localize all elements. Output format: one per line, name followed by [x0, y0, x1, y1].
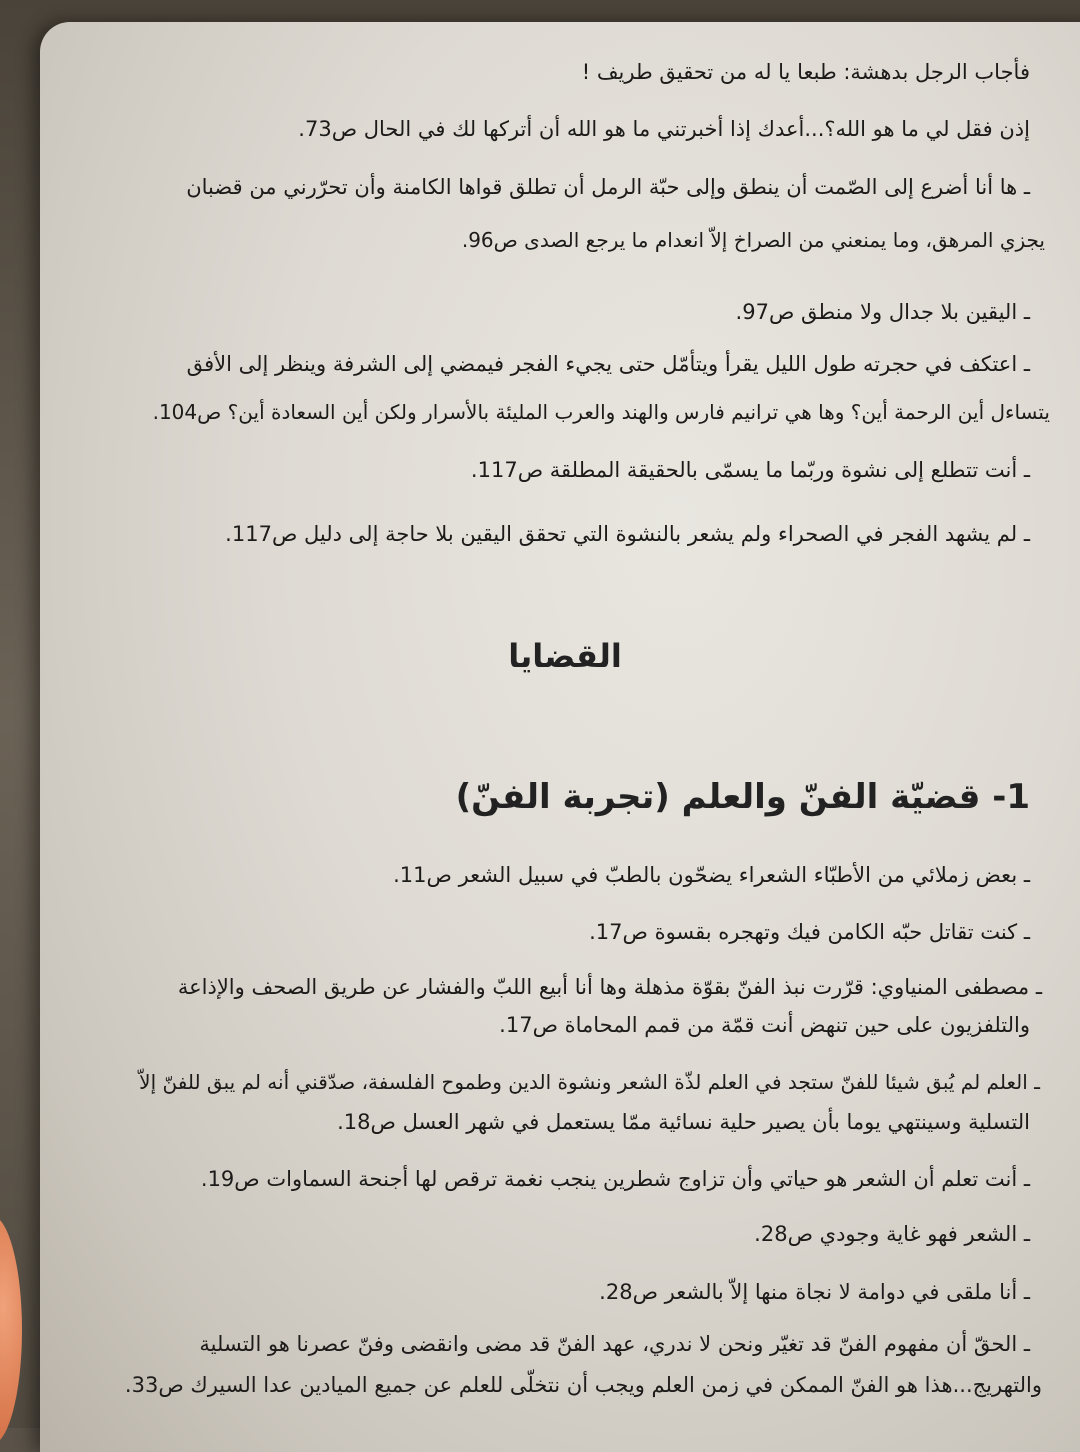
intro-line: يجزي المرهق، وما يمنعني من الصراخ إلاّ انعدام ما يرجع الصدى ص96. — [461, 228, 1045, 252]
body-line: ـ الشعر فهو غاية وجودي ص28. — [754, 1222, 1030, 1246]
intro-line: ـ أنت تتطلع إلى نشوة وربّما ما يسمّى بالحقيقة المطلقة ص117. — [470, 458, 1030, 482]
intro-line: ـ ها أنا أضرع إلى الصّمت أن ينطق وإلى حبّة الرمل أن تطلق قواها الكامنة وأن تحرّرني من قضبان — [186, 175, 1030, 199]
body-line: والتهريج...هذا هو الفنّ الممكن في زمن العلم ويجب أن نتخلّى للعلم عن جميع الميادين عدا السيرك ص33. — [124, 1373, 1042, 1397]
body-line: ـ كنت تقاتل حبّه الكامن فيك وتهجره بقسوة ص17. — [589, 920, 1030, 944]
body-line: التسلية وسينتهي يوما بأن يصير حلية نسائية ممّا يستعمل في شهر العسل ص18. — [337, 1110, 1030, 1134]
body-line: ـ بعض زملائي من الأطبّاء الشعراء يضحّون بالطبّ في سبيل الشعر ص11. — [393, 863, 1030, 887]
body-line: والتلفزيون على حين تنهض أنت قمّة من قمم المحاماة ص17. — [499, 1013, 1030, 1037]
section-title: القضايا — [508, 637, 622, 675]
body-line: ـ العلم لم يُبق شيئا للفنّ ستجد في العلم لذّة الشعر ونشوة الدين وطموح الفلسفة، صدّقني أنه لم يبق للفنّ إلاّ — [139, 1070, 1040, 1094]
body-line: ـ أنت تعلم أن الشعر هو حياتي وأن تزاوج شطرين ينجب نغمة ترقص لها أجنحة السماوات ص19. — [200, 1167, 1030, 1191]
intro-line: يتساءل أين الرحمة أين؟ وها هي ترانيم فارس والهند والعرب المليئة بالأسرار ولكن أين السعادة أين؟ ص104. — [152, 400, 1050, 424]
subsection-title: 1- قضيّة الفنّ والعلم (تجربة الفنّ) — [455, 777, 1030, 817]
body-line: ـ أنا ملقى في دوامة لا نجاة منها إلاّ بالشعر ص28. — [599, 1280, 1030, 1304]
intro-line: ـ اعتكف في حجرته طول الليل يقرأ ويتأمّل حتى يجيء الفجر فيمضي إلى الشرفة وينظر إلى الأفق — [186, 352, 1030, 376]
body-line: ـ الحقّ أن مفهوم الفنّ قد تغيّر ونحن لا ندري، عهد الفنّ قد مضى وانقضى وفنّ عصرنا هو التسلية — [199, 1332, 1030, 1356]
intro-line: فأجاب الرجل بدهشة: طبعا يا له من تحقيق طريف ! — [581, 60, 1030, 84]
intro-line: ـ اليقين بلا جدال ولا منطق ص97. — [735, 300, 1030, 324]
body-line: ـ مصطفى المنياوي: قرّرت نبذ الفنّ بقوّة مذهلة وها أنا أبيع اللبّ والفشار عن طريق الصحف والإذاعة — [177, 975, 1042, 999]
intro-line: إذن فقل لي ما هو الله؟...أعدك إذا أخبرتني ما هو الله أن أتركها لك في الحال ص73. — [298, 117, 1030, 141]
intro-line: ـ لم يشهد الفجر في الصحراء ولم يشعر بالنشوة التي تحقق اليقين بلا حاجة إلى دليل ص117. — [225, 522, 1030, 546]
